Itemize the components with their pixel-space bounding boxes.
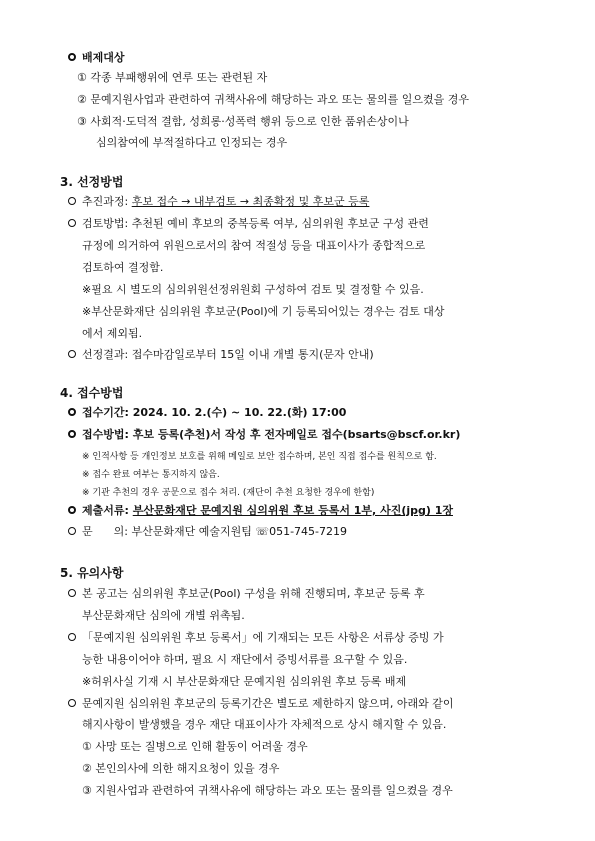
notice-sub-item: ③ 지원사업과 관련하여 귀책사유에 해당하는 과오 또는 물의를 일으켰을 경우 [82,784,453,797]
review-line-cont: 검토하여 결정함. [82,261,164,274]
section-3-heading: 3. 선정방법 [60,175,124,189]
bullet-circle-icon [68,197,76,205]
docs-line: 제출서류: 부산문화재단 문예지원 심의위원 후보 등록서 1부, 사진(jpg) 1장 [68,504,453,518]
bullet-circle-icon [68,350,76,358]
bullet-circle-icon [68,527,76,535]
notice-sub-item: ② 본인의사에 의한 해지요청이 있을 경우 [82,762,280,775]
review-note: ※필요 시 별도의 심의위원선정위원회 구성하여 검토 및 결정할 수 있음. [82,283,424,296]
notice-item-3-cont: 해지사항이 발생했을 경우 재단 대표이사가 자체적으로 상시 해지할 수 있음. [82,718,447,731]
section-4-heading: 4. 접수방법 [60,386,124,400]
notice-sub-item: ① 사망 또는 질병으로 인해 활동이 어려울 경우 [82,740,308,753]
exclusion-item: ③ 사회적·도덕적 결함, 성희롱·성폭력 행위 등으로 인한 품위손상이나 [77,115,409,128]
notice-item-3: 문예지원 심의위원 후보군의 등록기간은 별도로 제한하지 않으며, 아래와 같이 [68,697,454,711]
review-note-cont: 에서 제외됨. [82,327,143,340]
bullet-circle-icon [68,699,76,707]
method-note: ※ 접수 완료 여부는 통지하지 않음. [82,470,220,480]
process-line: 추진과정: 후보 접수 → 내부검토 → 최종확정 및 후보군 등록 [68,195,369,209]
method-line: 접수방법: 후보 등록(추천)서 작성 후 전자메일로 접수(bsarts@bscf.or.kr) [68,428,460,442]
exclusion-item: ② 문예지원사업과 관련하여 귀책사유에 해당하는 과오 또는 물의를 일으켰을 경우 [77,93,469,106]
period-line: 접수기간: 2024. 10. 2.(수) ~ 10. 22.(화) 17:00 [68,406,346,420]
result-line: 선정결과: 접수마감일로부터 15일 이내 개별 통지(문자 안내) [68,348,374,362]
exclusion-heading: 배제대상 [68,51,125,65]
notice-item-1: 본 공고는 심의위원 후보군(Pool) 구성을 위해 진행되며, 후보군 등록 후 [68,587,425,601]
bullet-circle-icon [68,408,76,416]
notice-item-2-cont: 능한 내용이어야 하며, 필요 시 재단에서 증빙서류를 요구할 수 있음. [82,653,408,666]
method-note: ※ 인적사항 등 개인정보 보호를 위해 메일로 보안 접수하며, 본인 직접 접수를 원칙으로 함. [82,452,437,462]
bullet-circle-icon [68,633,76,641]
exclusion-item: ① 각종 부패행위에 연루 또는 관련된 자 [77,71,268,84]
review-note: ※부산문화재단 심의위원 후보군(Pool)에 기 등록되어있는 경우는 검토 대상 [82,305,445,318]
notice-item-1-cont: 부산문화재단 심의에 개별 위촉됨. [82,609,245,622]
bullet-circle-icon [68,219,76,227]
method-note: ※ 기관 추천의 경우 공문으로 접수 처리. (재단이 추천 요청한 경우에 한함) [82,488,375,498]
bullet-circle-icon [68,506,76,514]
section-5-heading: 5. 유의사항 [60,566,124,580]
contact-line: 문 의: 부산문화재단 예술지원팀 ☏051-745-7219 [68,525,347,539]
notice-item-2-note: ※허위사실 기재 시 부산문화재단 문예지원 심의위원 후보 등록 배제 [82,675,407,688]
review-line-cont: 규정에 의거하여 위원으로서의 참여 적절성 등을 대표이사가 종합적으로 [82,239,426,252]
bullet-circle-icon [68,589,76,597]
bullet-circle-icon [68,430,76,438]
exclusion-item-cont: 심의참여에 부적절하다고 인정되는 경우 [96,136,288,149]
bullet-circle-icon [68,53,76,61]
review-line: 검토방법: 추천된 예비 후보의 중복등록 여부, 심의위원 후보군 구성 관련 [68,217,429,231]
notice-item-2: 「문예지원 심의위원 후보 등록서」에 기재되는 모든 사항은 서류상 증빙 가 [68,631,444,645]
